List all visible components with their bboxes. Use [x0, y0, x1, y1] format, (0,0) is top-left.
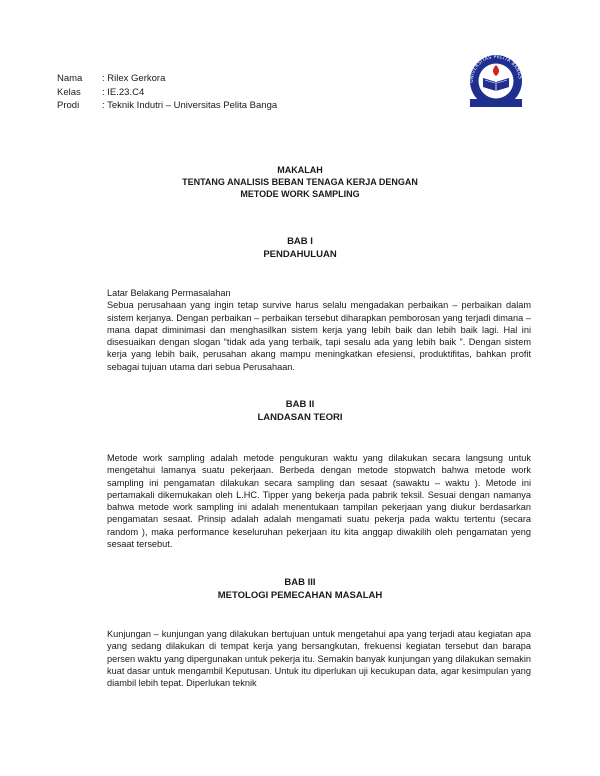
- prodi-row: [57, 99, 277, 113]
- kelas-label: Kelas: [57, 86, 81, 98]
- title-line-2: TENTANG ANALISIS BEBAN TENAGA KERJA DENGAN: [182, 177, 418, 187]
- bab1-section: [107, 287, 531, 373]
- nama-value: : Rilex Gerkora: [102, 73, 166, 84]
- logo-banner: [470, 99, 522, 107]
- bab3-heading: [0, 576, 600, 602]
- bab3-title: METOLOGI PEMECAHAN MASALAH: [217, 590, 383, 601]
- nama-label: Nama: [57, 73, 83, 84]
- bab1-body: Sebua perusahaan yang ingin tetap survive harus selalu mengadakan perbaikan – perbaikan dalam sistem kerjanya. Dengan perbaikan – perbaikan tersebut diharapkan pemborosan yang terjadi dimana – mana dapat diminimasi dan menghasilkan sistem kerja yang lebih baik dan lebih baik lagi. Hal ini disesuaikan dengan slogan “tidak ada yang terbaik, tapi sesalu ada yang lebih baik ”. Dengan sistem kerja yang lebih baik, perusahan akang mampu meningkatkan efesiensi, produktifitas, bahkan profit sebagai tujuan utama dari sebua Perusahaan.: [107, 300, 531, 372]
- kelas-row: [57, 86, 277, 100]
- student-info: [57, 72, 277, 113]
- title-line-3: METODE WORK SAMPLING: [240, 189, 360, 199]
- title-line-1: MAKALAH: [277, 165, 323, 175]
- bab2-label: BAB II: [285, 399, 315, 410]
- university-logo: [459, 51, 533, 109]
- bab1-heading: [0, 235, 600, 261]
- bab3-label: BAB III: [284, 577, 316, 588]
- prodi-label: Prodi: [57, 100, 80, 111]
- bab2-heading: [0, 398, 600, 424]
- bab1-label: BAB I: [287, 236, 313, 247]
- bab2-body: Metode work sampling adalah metode pengukuran waktu yang dilakukan secara langsung untuk mengetahui lamanya suatu pekerjaan. Berbeda dengan metode stopwatch bahwa metode work sampling ini pengamatan dilakukan secara sampling dan sesaat (sawaktu – waktu ). Metode ini pertamakali dikemukakan oleh L.HC. Tipper yang bekerja pada pabrik teksil. Sesuai dengan namanya bahwa metode work sampling ini adalah menentukaan tampilan pekerjaan yang diukur berdasarkan pengamatan sesaat. Prinsip adalah adalah mengamati suatu pekerja pada waktu tertentu (secara random ), maka performance keseluruhan pekerjaan itu kita anggap diwakilih oleh pengamatan yeng sesaat tersebut.: [107, 453, 531, 550]
- bab1-subheading: Latar Belakang Permasalahan: [107, 288, 231, 298]
- logo-ring-text: UNIVERSITAS PELITA BANGS: [469, 54, 522, 83]
- bab2-title: LANDASAN TEORI: [257, 412, 343, 423]
- university-logo-icon: [459, 51, 533, 109]
- bab3-body: Kunjungan – kunjungan yang dilakukan bertujuan untuk mengetahui apa yang terjadi atau kegiatan apa yang sedang dilakukan di tempat kerja yang bersangkutan, frekuensi kegiatan tersebut dan barapa persen waktu yang dipergunakan untuk pekerja itu. Semakin banyak kunjungan yang dilakukan semakin kuat dasar untuk mengambil Keputusan. Untuk itu diperlukan uji kecukupan data, agar kesimpulan yang diambil lebih tepat. Diperlukan teknik: [107, 629, 531, 689]
- nama-row: [57, 72, 277, 86]
- bab1-title: PENDAHULUAN: [263, 249, 337, 260]
- prodi-value: : Teknik Indutri – Universitas Pelita Banga: [102, 100, 278, 111]
- kelas-value: : IE.23.C4: [102, 86, 145, 98]
- document-title: [0, 164, 600, 200]
